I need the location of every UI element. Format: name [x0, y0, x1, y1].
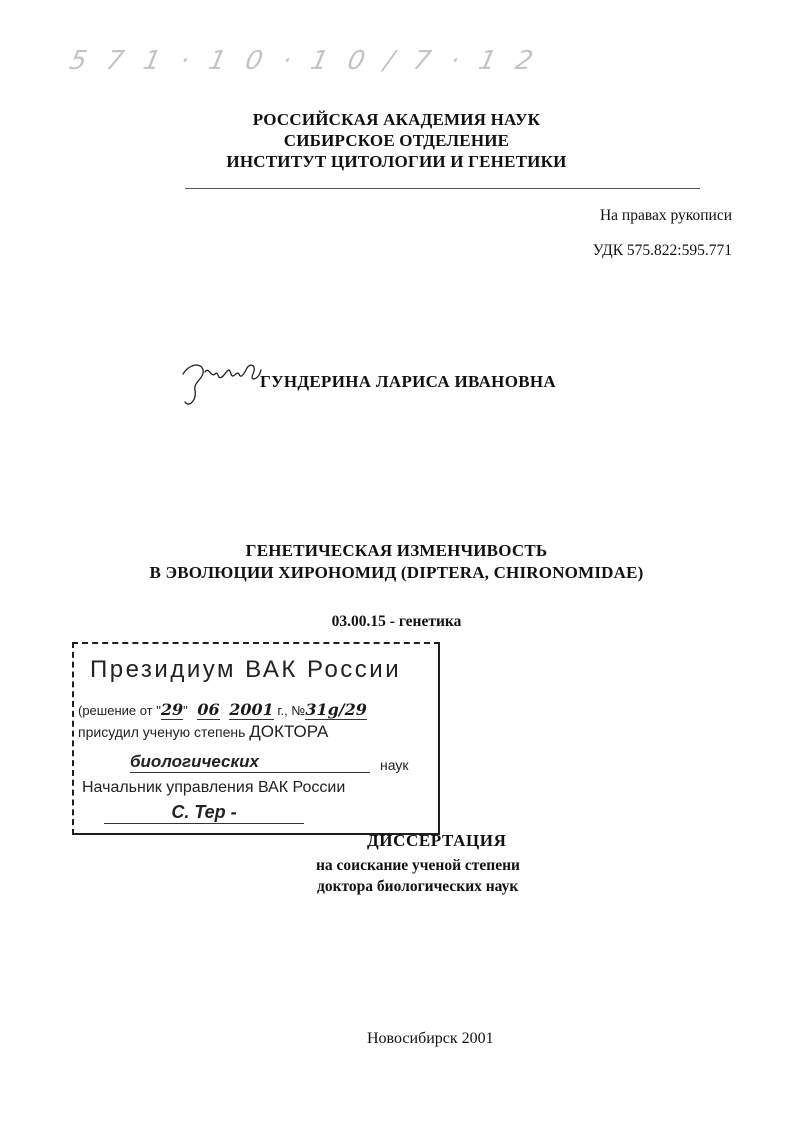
stamp-decision-line — [78, 700, 367, 719]
stamp-field-suffix: наук — [380, 757, 409, 773]
stamp-year: 2001 — [229, 700, 274, 719]
author-name: ГУНДЕРИНА ЛАРИСА ИВАНОВНА — [260, 372, 556, 391]
pencil-archive-marks: 5 7 1 · 1 0 · 1 0 / 7 · 1 2 — [66, 46, 542, 76]
title-line-1: ГЕНЕТИЧЕСКАЯ ИЗМЕНЧИВОСТЬ — [245, 541, 548, 560]
stamp-awarded-prefix: присудил ученую степень — [78, 724, 250, 740]
dissertation-label: ДИССЕРТАЦИЯ — [367, 831, 507, 850]
degree-line-1: на соискание ученой степени — [316, 857, 520, 874]
header-divider — [185, 188, 700, 189]
manuscript-rights: На правах рукописи — [599, 207, 732, 224]
title-line-2: В ЭВОЛЮЦИИ ХИРОНОМИД (DIPTERA, CHIRONOMIDAE) — [149, 563, 644, 582]
stamp-year-suffix: г., № — [273, 703, 306, 718]
institution-line-2: СИБИРСКОЕ ОТДЕЛЕНИЕ — [283, 131, 510, 150]
institution-line-3: ИНСТИТУТ ЦИТОЛОГИИ И ГЕНЕТИКИ — [226, 152, 567, 171]
stamp-number: 31g/29 — [305, 700, 367, 719]
stamp-degree: ДОКТОРА — [249, 722, 329, 741]
degree-line-2: доктора биологических наук — [317, 878, 519, 895]
author-signature — [175, 352, 265, 412]
specialty-code: 03.00.15 - генетика — [331, 613, 462, 630]
stamp-day: 29 — [160, 700, 184, 719]
city-year: Новосибирск 2001 — [367, 1030, 494, 1047]
stamp-signature: С. Тер - — [104, 802, 304, 824]
udk-code: УДК 575.822:595.771 — [592, 242, 732, 259]
stamp-field: биологических — [130, 752, 370, 773]
stamp-month: 06 — [197, 700, 220, 719]
stamp-header: Президиум ВАК России — [90, 656, 402, 683]
institution-line-1: РОССИЙСКАЯ АКАДЕМИЯ НАУК — [252, 110, 541, 129]
stamp-decision-prefix: (решение от " — [78, 703, 161, 718]
stamp-sep: " — [183, 703, 192, 718]
stamp-head-title: Начальник управления ВАК России — [82, 779, 346, 796]
vak-stamp — [72, 642, 440, 835]
stamp-awarded-line — [78, 722, 328, 742]
